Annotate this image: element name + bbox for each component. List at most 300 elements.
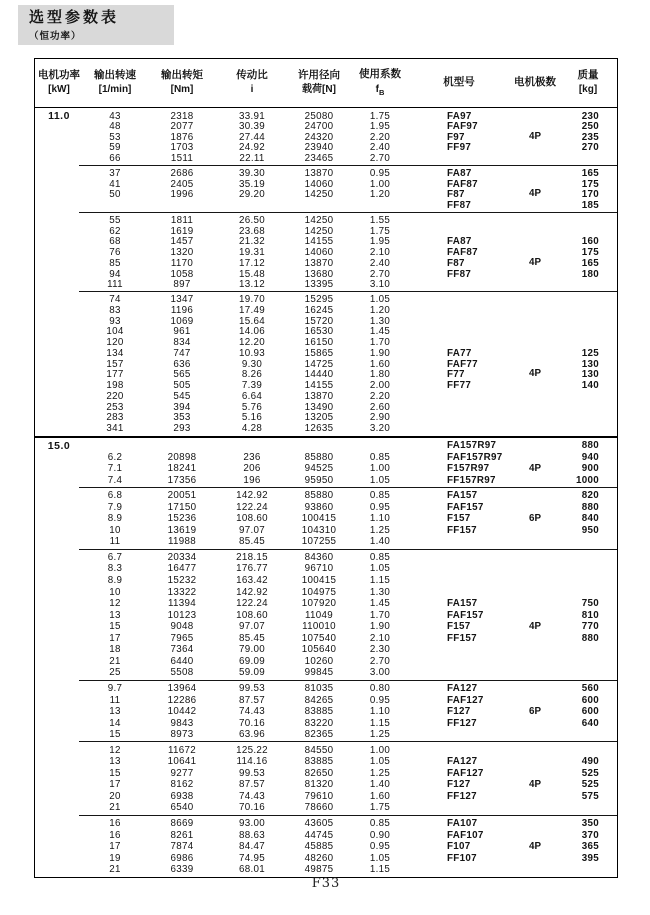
torque-cell: 2405 <box>170 178 194 190</box>
model-cell: FA77 <box>447 347 472 359</box>
service-factor-cell: 1.55 <box>369 214 391 226</box>
speed-cell: 94 <box>109 268 121 280</box>
table-row <box>35 598 617 610</box>
service-factor-cell: 1.20 <box>369 304 391 316</box>
ratio-cell: 12.20 <box>238 337 266 348</box>
ratio-cell: 79.00 <box>238 644 266 656</box>
table-block <box>35 816 617 878</box>
ratio-cell: 196 <box>243 474 261 486</box>
ratio-cell: 39.30 <box>238 167 266 179</box>
table-row <box>35 316 617 327</box>
ratio-cell: 176.77 <box>236 563 268 575</box>
torque-cell: 5508 <box>170 667 194 679</box>
service-factor-cell: 2.40 <box>369 257 391 269</box>
table-row <box>35 474 617 486</box>
ratio-cell: 23.68 <box>238 225 266 237</box>
radial-load-cell: 14250 <box>304 214 334 226</box>
model-cell: FA157 <box>447 490 478 502</box>
torque-cell: 8162 <box>170 779 194 791</box>
torque-cell: 961 <box>173 326 191 338</box>
table-row <box>35 818 617 830</box>
torque-cell: 1811 <box>170 214 194 226</box>
header-cell-motor-power <box>35 68 83 98</box>
torque-cell: 20334 <box>167 551 197 563</box>
speed-cell: 17 <box>109 779 121 791</box>
ratio-cell: 87.57 <box>238 779 266 791</box>
torque-cell: 1320 <box>170 247 194 258</box>
torque-cell: 15236 <box>167 513 197 525</box>
ratio-cell: 22.11 <box>239 153 265 164</box>
torque-cell: 747 <box>173 347 191 359</box>
model-cell: FA127 <box>447 756 478 768</box>
service-factor-cell: 0.95 <box>369 167 391 179</box>
table-block <box>35 681 617 743</box>
ratio-cell: 74.43 <box>238 790 266 802</box>
model-cell: FF157R97 <box>447 474 496 486</box>
service-factor-cell: 2.30 <box>369 644 391 656</box>
power-cell: 11.0 <box>48 110 70 122</box>
table-row <box>35 536 617 548</box>
radial-load-cell: 23940 <box>304 142 334 154</box>
torque-cell: 353 <box>173 412 191 424</box>
ratio-cell: 10.93 <box>238 347 266 359</box>
torque-cell: 394 <box>173 401 191 413</box>
ratio-cell: 6.64 <box>241 390 263 402</box>
service-factor-cell: 1.80 <box>369 369 391 381</box>
speed-cell: 83 <box>109 304 121 316</box>
table-block <box>35 108 617 166</box>
table-row <box>35 609 617 621</box>
service-factor-cell: 1.70 <box>369 337 391 348</box>
header-unit: [kW] <box>48 84 70 96</box>
torque-cell: 6540 <box>170 802 194 814</box>
table-row <box>35 864 617 876</box>
speed-cell: 16 <box>109 829 121 841</box>
torque-cell: 293 <box>173 423 191 434</box>
table-row <box>35 802 617 814</box>
model-cell: F107 <box>447 841 471 853</box>
service-factor-cell: 1.10 <box>369 513 391 525</box>
mass-cell: 525 <box>581 767 599 779</box>
speed-cell: 55 <box>109 214 121 226</box>
torque-cell: 8261 <box>170 829 194 841</box>
mass-cell: 490 <box>581 756 599 768</box>
ratio-cell: 236 <box>243 451 261 463</box>
radial-load-cell: 14060 <box>304 178 334 190</box>
mass-cell: 880 <box>581 501 599 513</box>
ratio-cell: 19.31 <box>238 247 266 258</box>
service-factor-cell: 2.60 <box>369 401 391 413</box>
table-row <box>35 348 617 359</box>
radial-load-cell: 82365 <box>304 729 334 741</box>
torque-cell: 7965 <box>170 632 194 644</box>
header-label: 输出转速 <box>94 69 136 82</box>
poles-badge: 4P <box>529 130 541 142</box>
table-block <box>35 166 617 213</box>
radial-load-cell: 107540 <box>301 632 337 644</box>
radial-load-cell: 14250 <box>304 225 334 237</box>
radial-load-cell: 84265 <box>304 694 334 706</box>
ratio-cell: 93.00 <box>238 817 266 829</box>
torque-cell: 1619 <box>170 225 194 237</box>
mass-cell: 130 <box>581 358 599 370</box>
model-cell: FA127 <box>447 682 478 694</box>
radial-load-cell: 15865 <box>304 347 334 359</box>
torque-cell: 13619 <box>167 524 197 536</box>
model-cell: FAF157 <box>447 609 484 621</box>
mass-cell: 165 <box>581 167 599 179</box>
ratio-cell: 69.09 <box>238 655 266 667</box>
speed-cell: 62 <box>109 225 121 237</box>
service-factor-cell: 1.60 <box>369 358 391 370</box>
torque-cell: 1347 <box>170 294 194 305</box>
service-factor-cell: 2.10 <box>369 632 391 644</box>
table-row <box>35 829 617 841</box>
ratio-cell: 27.44 <box>238 131 266 143</box>
service-factor-cell: 1.00 <box>369 178 391 190</box>
torque-cell: 636 <box>173 358 191 370</box>
mass-cell: 235 <box>581 131 599 143</box>
service-factor-cell: 0.95 <box>369 694 391 706</box>
ratio-cell: 35.19 <box>238 178 266 190</box>
service-factor-cell: 1.95 <box>369 236 391 248</box>
speed-cell: 11 <box>109 694 121 706</box>
model-cell: FF77 <box>447 380 472 391</box>
model-cell: F157 <box>447 513 471 525</box>
radial-load-cell: 14250 <box>304 189 334 201</box>
header-unit: [1/min] <box>98 84 132 96</box>
mass-cell: 900 <box>581 463 599 475</box>
ratio-cell: 97.07 <box>238 524 266 536</box>
poles-badge: 6P <box>529 513 541 525</box>
torque-cell: 8973 <box>170 729 194 741</box>
table-row <box>35 121 617 132</box>
speed-cell: 20 <box>109 790 121 802</box>
poles-badge: 4P <box>529 840 541 852</box>
model-cell: F157R97 <box>447 463 490 475</box>
speed-cell: 37 <box>109 167 121 179</box>
torque-cell: 11672 <box>167 744 196 756</box>
poles-badge: 4P <box>529 462 541 474</box>
header-label: 许用径向 <box>298 69 340 82</box>
table-row <box>35 744 617 756</box>
radial-load-cell: 13205 <box>304 412 334 424</box>
table-block <box>35 488 617 550</box>
radial-load-cell: 24320 <box>304 131 334 143</box>
radial-load-cell: 95950 <box>304 474 334 486</box>
service-factor-cell: 1.15 <box>369 864 391 876</box>
service-factor-cell: 1.25 <box>369 767 391 779</box>
radial-load-cell: 13680 <box>304 268 334 280</box>
service-factor-cell: 1.05 <box>369 474 391 486</box>
radial-load-cell: 83885 <box>304 756 334 768</box>
radial-load-cell: 15295 <box>304 294 334 305</box>
torque-cell: 565 <box>173 369 191 381</box>
mass-cell: 840 <box>581 513 599 525</box>
title-block <box>18 5 174 45</box>
radial-load-cell: 13870 <box>304 257 334 269</box>
ratio-cell: 13.12 <box>238 279 266 291</box>
ratio-cell: 218.15 <box>236 551 268 563</box>
power-group-11-0 <box>35 108 617 436</box>
ratio-cell: 142.92 <box>236 490 268 502</box>
mass-cell: 140 <box>581 380 599 391</box>
torque-cell: 1703 <box>170 142 194 154</box>
radial-load-cell: 104975 <box>301 586 337 598</box>
model-cell: F87 <box>447 257 465 269</box>
ratio-cell: 70.16 <box>238 802 266 814</box>
ratio-cell: 88.63 <box>238 829 266 841</box>
table-row <box>35 768 617 780</box>
mass-cell: 810 <box>581 609 599 621</box>
torque-cell: 7364 <box>170 644 194 656</box>
model-cell: FAF157 <box>447 501 484 513</box>
speed-cell: 25 <box>109 667 121 679</box>
speed-cell: 15 <box>109 729 121 741</box>
ratio-cell: 122.24 <box>236 501 268 513</box>
mass-cell: 180 <box>581 268 599 280</box>
model-cell: F127 <box>447 706 471 718</box>
mass-cell: 185 <box>581 200 599 211</box>
header-unit: [kg] <box>578 84 598 96</box>
mass-cell: 365 <box>581 841 599 853</box>
table-row <box>35 633 617 645</box>
speed-cell: 111 <box>107 279 123 291</box>
speed-cell: 19 <box>109 852 121 864</box>
table-row <box>35 717 617 729</box>
table-row <box>35 552 617 564</box>
table-row <box>35 215 617 226</box>
torque-cell: 7874 <box>170 841 194 853</box>
table-row <box>35 294 617 305</box>
service-factor-cell: 1.05 <box>369 756 391 768</box>
table-block <box>35 438 617 488</box>
ratio-cell: 17.49 <box>238 304 266 316</box>
torque-cell: 6938 <box>170 790 194 802</box>
torque-cell: 17356 <box>167 474 197 486</box>
speed-cell: 50 <box>109 189 121 201</box>
ratio-cell: 5.16 <box>241 412 263 424</box>
speed-cell: 12 <box>109 744 121 756</box>
table-row <box>35 153 617 164</box>
mass-cell: 575 <box>581 790 599 802</box>
radial-load-cell: 104310 <box>301 524 337 536</box>
radial-load-cell: 14060 <box>304 247 334 258</box>
table-row <box>35 236 617 247</box>
ratio-cell: 68.01 <box>238 864 266 876</box>
service-factor-cell: 1.15 <box>369 575 391 587</box>
speed-cell: 59 <box>109 142 121 154</box>
torque-cell: 10442 <box>167 706 197 718</box>
service-factor-cell: 1.10 <box>369 706 391 718</box>
ratio-cell: 26.50 <box>238 214 266 226</box>
torque-cell: 897 <box>173 279 191 291</box>
table-block <box>35 742 617 815</box>
service-factor-cell: 1.60 <box>369 790 391 802</box>
service-factor-cell: 1.70 <box>369 609 391 621</box>
service-factor-cell: 1.15 <box>369 717 391 729</box>
torque-cell: 6986 <box>170 852 194 864</box>
service-factor-cell: 2.70 <box>369 268 391 280</box>
table-header-row <box>35 59 617 108</box>
model-cell: FF87 <box>447 200 472 211</box>
torque-cell: 9277 <box>170 767 194 779</box>
ratio-cell: 7.39 <box>241 380 263 391</box>
service-factor-cell: 1.00 <box>369 744 391 756</box>
header-cell-motor-poles <box>509 75 561 90</box>
speed-cell: 341 <box>106 423 124 434</box>
service-factor-cell: 0.80 <box>369 682 391 694</box>
mass-cell: 560 <box>581 682 599 694</box>
speed-cell: 6.8 <box>107 490 123 502</box>
model-cell: FA107 <box>447 817 478 829</box>
model-cell: F157 <box>447 621 471 633</box>
ratio-cell: 99.53 <box>238 682 266 694</box>
speed-cell: 7.9 <box>107 501 123 513</box>
model-cell: FF107 <box>447 852 477 864</box>
service-factor-cell: 1.05 <box>369 852 391 864</box>
speed-cell: 41 <box>109 178 121 190</box>
speed-cell: 14 <box>109 717 121 729</box>
radial-load-cell: 85880 <box>304 490 334 502</box>
service-factor-cell: 0.95 <box>369 501 391 513</box>
radial-load-cell: 45885 <box>304 841 334 853</box>
ratio-cell: 30.39 <box>238 120 266 132</box>
radial-load-cell: 83220 <box>304 717 334 729</box>
radial-load-cell: 81035 <box>304 682 334 694</box>
page-title: 选型参数表 <box>29 9 120 26</box>
radial-load-cell: 15720 <box>304 315 334 327</box>
service-factor-cell: 1.40 <box>369 779 391 791</box>
torque-cell: 15232 <box>167 575 197 587</box>
poles-badge: 4P <box>529 256 541 268</box>
table-row <box>35 279 617 290</box>
speed-cell: 17 <box>109 632 121 644</box>
torque-cell: 13964 <box>167 682 197 694</box>
speed-cell: 66 <box>109 153 121 164</box>
table-row <box>35 391 617 402</box>
page-subtitle: （恒功率） <box>29 31 82 42</box>
mass-cell: 525 <box>581 779 599 791</box>
radial-load-cell: 14440 <box>304 369 334 381</box>
power-cell: 15.0 <box>47 439 71 452</box>
page-number: F33 <box>311 876 341 891</box>
table-row <box>35 451 617 463</box>
torque-cell: 1996 <box>170 189 194 201</box>
radial-load-cell: 25080 <box>304 110 334 122</box>
service-factor-cell: 2.00 <box>369 380 391 391</box>
header-cell-service-factor <box>351 67 409 98</box>
speed-cell: 253 <box>106 401 124 413</box>
torque-cell: 16477 <box>167 563 197 575</box>
mass-cell: 600 <box>581 706 599 718</box>
header-label: 电机功率 <box>38 69 80 82</box>
speed-cell: 16 <box>109 817 121 829</box>
radial-load-cell: 24700 <box>304 120 334 132</box>
speed-cell: 134 <box>106 347 124 359</box>
speed-cell: 220 <box>106 390 124 402</box>
torque-cell: 20051 <box>167 490 197 502</box>
torque-cell: 545 <box>173 390 191 402</box>
ratio-cell: 29.20 <box>238 189 266 201</box>
torque-cell: 9048 <box>170 621 194 633</box>
speed-cell: 21 <box>109 864 121 876</box>
service-factor-cell: 1.45 <box>369 598 391 610</box>
torque-cell: 17150 <box>167 501 197 513</box>
speed-cell: 21 <box>109 802 121 814</box>
mass-cell: 175 <box>581 178 599 190</box>
mass-cell: 230 <box>581 110 599 122</box>
service-factor-cell: 0.90 <box>369 829 391 841</box>
speed-cell: 10 <box>109 586 121 598</box>
radial-load-cell: 14155 <box>304 236 334 248</box>
radial-load-cell: 100415 <box>301 513 337 525</box>
poles-badge: 4P <box>529 188 541 200</box>
ratio-cell: 74.95 <box>238 852 266 864</box>
radial-load-cell: 16150 <box>304 337 334 348</box>
torque-cell: 505 <box>173 380 191 391</box>
table-row <box>35 440 617 452</box>
ratio-cell: 206 <box>243 463 261 475</box>
service-factor-cell: 1.05 <box>369 563 391 575</box>
model-cell: FF157 <box>447 524 477 536</box>
ratio-cell: 9.30 <box>241 358 263 370</box>
table-row <box>35 226 617 237</box>
ratio-cell: 108.60 <box>236 513 268 525</box>
torque-cell: 12286 <box>167 694 197 706</box>
table-row <box>35 656 617 668</box>
service-factor-cell: 1.90 <box>369 347 391 359</box>
service-factor-cell: 0.85 <box>369 817 391 829</box>
service-factor-cell: 3.00 <box>369 667 391 679</box>
speed-cell: 7.4 <box>107 474 123 486</box>
radial-load-cell: 43605 <box>304 817 334 829</box>
torque-cell: 10641 <box>167 756 197 768</box>
speed-cell: 93 <box>109 315 121 327</box>
speed-cell: 13 <box>109 756 121 768</box>
ratio-cell: 99.53 <box>238 767 266 779</box>
ratio-cell: 74.43 <box>238 706 266 718</box>
table-body <box>35 108 617 877</box>
table-block <box>35 213 617 292</box>
radial-load-cell: 14155 <box>304 380 334 391</box>
header-cell-output-speed <box>83 68 147 98</box>
torque-cell: 9843 <box>170 717 194 729</box>
radial-load-cell: 78660 <box>304 802 334 814</box>
model-cell: FF157 <box>447 632 477 644</box>
service-factor-cell: 3.20 <box>369 423 391 434</box>
mass-cell: 820 <box>581 490 599 502</box>
service-factor-cell: 1.00 <box>369 463 391 475</box>
radial-load-cell: 84360 <box>304 551 334 563</box>
speed-cell: 18 <box>109 644 121 656</box>
service-factor-cell: 0.85 <box>369 451 391 463</box>
radial-load-cell: 96710 <box>304 563 334 575</box>
ratio-cell: 5.76 <box>241 401 263 413</box>
radial-load-cell: 79610 <box>304 790 334 802</box>
radial-load-cell: 44745 <box>304 829 334 841</box>
service-factor-cell: 1.90 <box>369 621 391 633</box>
mass-cell: 350 <box>581 817 599 829</box>
radial-load-cell: 107920 <box>301 598 337 610</box>
radial-load-cell: 100415 <box>301 575 337 587</box>
service-factor-cell: 2.70 <box>369 655 391 667</box>
service-factor-cell: 3.10 <box>369 279 391 291</box>
speed-cell: 43 <box>109 110 121 122</box>
service-factor-cell: 2.90 <box>369 412 391 424</box>
mass-cell: 880 <box>581 632 599 644</box>
service-factor-cell: 2.40 <box>369 142 391 154</box>
